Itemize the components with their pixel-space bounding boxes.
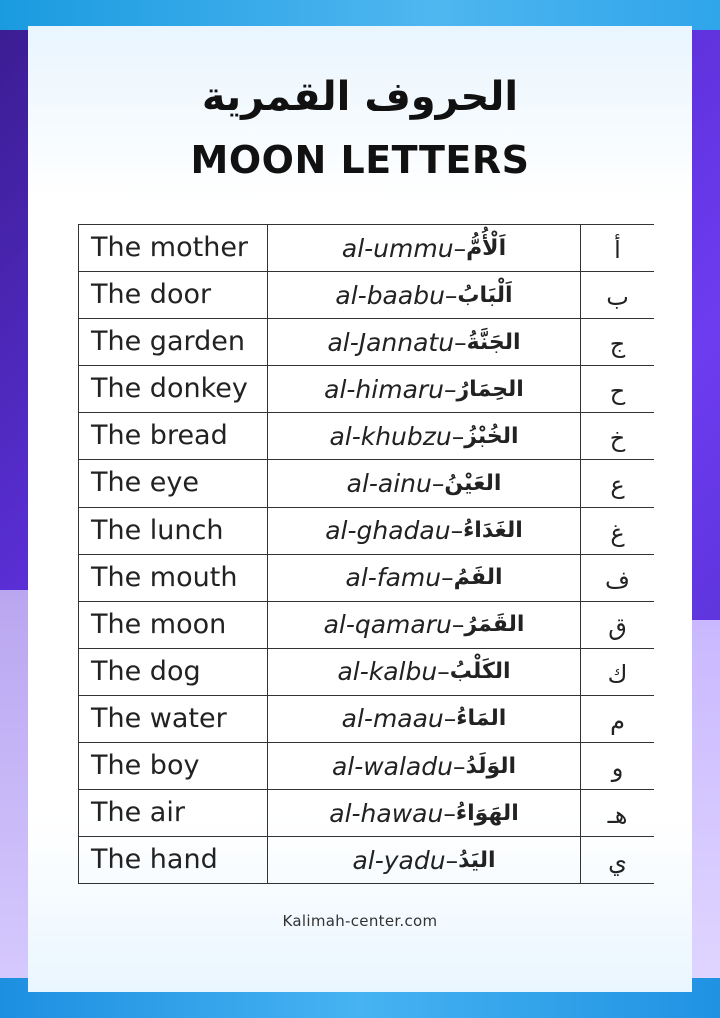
moon-letter: ي	[608, 848, 627, 877]
table-row	[78, 837, 654, 884]
moon-letter: ك	[607, 659, 628, 688]
dash-separator: –	[431, 469, 445, 499]
transliteration: al-waladu	[331, 751, 453, 781]
table-row	[78, 555, 654, 602]
english-meaning: The donkey	[78, 366, 268, 412]
dash-separator: –	[450, 516, 464, 546]
word-cell	[268, 366, 581, 412]
transliteration: al-Jannatu	[327, 327, 455, 357]
table-row	[78, 460, 654, 507]
english-meaning: The door	[78, 272, 268, 318]
arabic-word: الوَلَدُ	[465, 753, 517, 779]
transliteration: al-himaru	[324, 374, 445, 404]
word-cell	[268, 837, 581, 883]
moon-letter: هـ	[607, 801, 628, 830]
table-row	[78, 225, 654, 272]
moon-letter: خ	[609, 424, 626, 453]
dash-separator: –	[444, 280, 458, 310]
arabic-word: الكَلْبُ	[449, 659, 511, 685]
word-cell	[268, 508, 581, 554]
arabic-word: الفَمُ	[453, 565, 503, 591]
arabic-word: اَلْأُمُّ	[466, 235, 507, 261]
transliteration: al-maau	[341, 704, 444, 734]
dash-separator: –	[444, 374, 457, 404]
dash-separator: –	[443, 704, 457, 734]
transliteration: al-yadu	[352, 845, 446, 875]
dash-separator: –	[452, 751, 466, 781]
english-meaning: The air	[78, 790, 268, 836]
transliteration: al-ummu	[341, 233, 454, 263]
word-cell	[268, 790, 581, 836]
moon-letter: ق	[608, 612, 627, 641]
word-cell	[268, 319, 581, 365]
moon-letter: ح	[609, 377, 626, 406]
arabic-word: الخُبْزُ	[464, 423, 519, 449]
transliteration: al-baabu	[335, 280, 445, 310]
moon-letter: أ	[614, 236, 621, 264]
dash-separator: –	[441, 563, 454, 593]
dash-separator: –	[451, 610, 465, 640]
moon-letter: و	[611, 754, 624, 783]
arabic-word: اليَدُ	[458, 847, 496, 873]
moon-letter: ع	[610, 471, 625, 500]
english-meaning: The garden	[78, 319, 268, 365]
transliteration: al-khubzu	[329, 421, 452, 451]
table-row	[78, 319, 654, 366]
table-row	[78, 508, 654, 555]
word-cell	[268, 696, 581, 742]
word-cell	[268, 272, 581, 318]
english-meaning: The dog	[78, 649, 268, 695]
dash-separator: –	[454, 327, 467, 357]
table-row	[78, 696, 654, 743]
moon-letter: غ	[610, 518, 625, 547]
word-cell	[268, 649, 581, 695]
arabic-word: الغَدَاءُ	[463, 518, 523, 544]
table-row	[78, 649, 654, 696]
word-cell	[268, 602, 581, 648]
table-row	[78, 743, 654, 790]
arabic-word: اَلْبَابُ	[457, 282, 513, 308]
word-cell	[268, 555, 581, 601]
transliteration: al-ghadau	[325, 516, 451, 546]
english-meaning: The lunch	[78, 508, 268, 554]
english-meaning: The mouth	[78, 555, 268, 601]
table-row	[78, 790, 654, 837]
english-meaning: The hand	[78, 837, 268, 883]
english-meaning: The boy	[78, 743, 268, 789]
table-row	[78, 413, 654, 460]
english-meaning: The water	[78, 696, 268, 742]
dash-separator: –	[437, 657, 450, 687]
dash-separator: –	[451, 421, 465, 451]
transliteration: al-qamaru	[323, 610, 452, 640]
dash-separator: –	[445, 845, 459, 875]
transliteration: al-kalbu	[337, 657, 438, 687]
word-cell	[268, 225, 581, 271]
english-meaning: The moon	[78, 602, 268, 648]
table-row	[78, 602, 654, 649]
english-meaning: The bread	[78, 413, 268, 459]
arabic-word: القَمَرُ	[464, 612, 525, 638]
transliteration: al-hawau	[329, 798, 444, 828]
transliteration: al-famu	[345, 563, 442, 593]
dash-separator: –	[443, 798, 456, 828]
english-meaning: The eye	[78, 460, 268, 506]
moon-letter: ب	[606, 283, 629, 312]
arabic-word: الحِمَارُ	[456, 376, 524, 402]
transliteration: al-ainu	[346, 469, 432, 499]
vocabulary-table	[78, 224, 654, 884]
arabic-word: الجَنَّةُ	[466, 329, 521, 355]
moon-letter: ج	[609, 330, 626, 359]
dash-separator: –	[453, 233, 467, 263]
footer-website: Kalimah-center.com	[282, 912, 438, 930]
english-title: MOON LETTERS	[190, 138, 530, 182]
arabic-title: الحروف القمرية	[201, 74, 519, 120]
arabic-word: الهَوَاءُ	[455, 800, 519, 826]
word-cell	[268, 413, 581, 459]
arabic-word: المَاءُ	[456, 706, 507, 732]
table-row	[78, 366, 654, 413]
english-meaning: The mother	[78, 225, 268, 271]
word-cell	[268, 460, 581, 506]
moon-letter: م	[610, 706, 625, 735]
arabic-word: العَيْنُ	[444, 471, 502, 497]
table-row	[78, 272, 654, 319]
moon-letter: ف	[605, 565, 630, 594]
word-cell	[268, 743, 581, 789]
